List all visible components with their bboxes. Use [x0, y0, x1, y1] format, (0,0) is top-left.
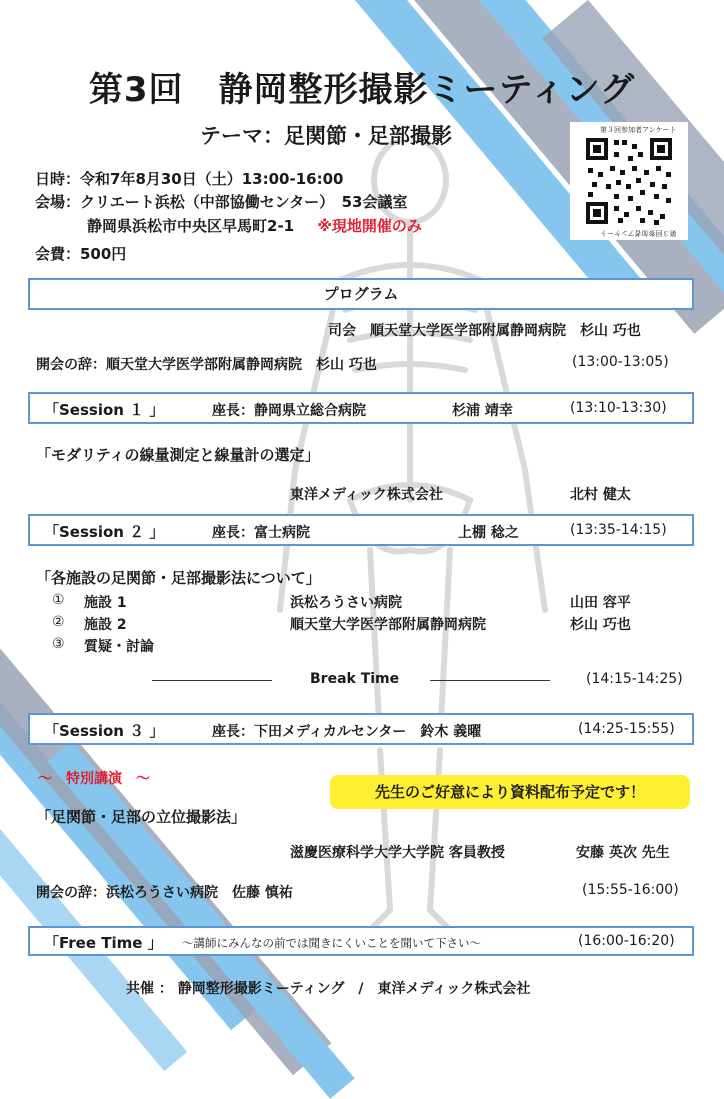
- break-divider-right: [430, 680, 550, 681]
- session3-chair: 座長：下田メディカルセンター 鈴木 義曜: [212, 724, 482, 740]
- session2-label: 「Session ２ 」: [44, 523, 165, 541]
- item-label: 質疑・討論: [84, 639, 154, 655]
- qr-caption-bottom: 第３回参加者アンケート: [600, 229, 677, 237]
- session2-chair: 座長：富士病院: [212, 525, 310, 541]
- event-fee: 会費：500円: [35, 245, 127, 263]
- closing-time: (15:55-16:00): [582, 882, 679, 898]
- event-date: 日時：令和7年8月30日（土）13:00-16:00: [35, 170, 344, 188]
- session3-affiliation: 滋慶医療科学大学大学院 客員教授: [290, 845, 505, 861]
- free-time-label: 「Free Time 」: [44, 934, 163, 952]
- free-time-description: ～講師にみんなの前では聞きにくいことを聞いて下さい～: [182, 936, 481, 950]
- onsite-note: ※現地開催のみ: [317, 217, 422, 235]
- session1-box: [28, 392, 694, 424]
- item-number: ②: [52, 614, 65, 630]
- session1-affiliation: 東洋メディック株式会社: [290, 487, 443, 503]
- break-divider-left: [152, 680, 272, 681]
- session3-label: 「Session ３ 」: [44, 722, 165, 740]
- qr-code-icon: [570, 122, 688, 240]
- handout-notice: 先生のご好意により資料配布予定です！: [330, 775, 690, 809]
- item-speaker: 杉山 巧也: [570, 617, 631, 633]
- program-mc: 司会 順天堂大学医学部附属静岡病院 杉山 巧也: [328, 323, 641, 339]
- item-affiliation: 順天堂大学医学部附属静岡病院: [290, 617, 486, 633]
- item-number: ③: [52, 636, 65, 652]
- page-title: 第3回 静岡整形撮影ミーティング: [88, 70, 636, 110]
- session1-chair: 座長：静岡県立総合病院: [212, 403, 366, 419]
- session2-chair-name: 上棚 稔之: [458, 525, 519, 541]
- session1-speaker: 北村 健太: [570, 487, 631, 503]
- opening-remarks: 開会の辞：順天堂大学医学部附属静岡病院 杉山 巧也: [36, 357, 377, 373]
- free-time-time: (16:00-16:20): [578, 933, 675, 949]
- item-number: ①: [52, 592, 65, 608]
- survey-qr-code[interactable]: [570, 122, 688, 240]
- break-time: (14:15-14:25): [586, 671, 683, 687]
- session1-label: 「Session １ 」: [44, 401, 165, 419]
- event-address: [87, 215, 422, 236]
- break-label: Break Time: [310, 671, 400, 687]
- session3-time: (14:25-15:55): [578, 721, 675, 737]
- item-label: 施設 2: [84, 617, 127, 633]
- skeleton-illustration: [250, 140, 570, 960]
- session2-box: [28, 514, 694, 546]
- session3-speaker: 安藤 英次 先生: [576, 845, 670, 861]
- program-header: プログラム: [323, 285, 399, 303]
- theme-subtitle: テーマ：足関節・足部撮影: [200, 124, 452, 148]
- free-time-box: [28, 926, 694, 956]
- special-lecture-heading: ～ 特別講演 ～: [38, 771, 150, 787]
- event-venue: 会場：クリエート浜松（中部協働センター） 53会議室: [35, 193, 408, 211]
- session1-lecture: 「モダリティの線量測定と線量計の選定」: [36, 446, 320, 464]
- session2-lecture: 「各施設の足関節・足部撮影法について」: [36, 569, 321, 587]
- session1-chair-name: 杉浦 靖幸: [452, 403, 513, 419]
- session3-lecture: 「足関節・足部の立位撮影法」: [36, 808, 247, 826]
- address-text: 静岡県浜松市中央区早馬町2-1: [87, 217, 295, 235]
- session3-box: [28, 713, 694, 745]
- closing-remarks: 開会の辞：浜松ろうさい病院 佐藤 慎祐: [36, 885, 293, 901]
- program-header-box: [28, 278, 694, 310]
- item-label: 施設 1: [84, 595, 127, 611]
- item-speaker: 山田 容平: [570, 595, 631, 611]
- qr-caption-top: 第３回参加者アンケート: [600, 126, 677, 134]
- co-hosts-footer: 共催 ： 静岡整形撮影ミーティング / 東洋メディック株式会社: [126, 981, 531, 997]
- session2-time: (13:35-14:15): [570, 522, 667, 538]
- item-affiliation: 浜松ろうさい病院: [290, 595, 402, 611]
- session1-time: (13:10-13:30): [570, 400, 667, 416]
- opening-time: (13:00-13:05): [572, 354, 669, 370]
